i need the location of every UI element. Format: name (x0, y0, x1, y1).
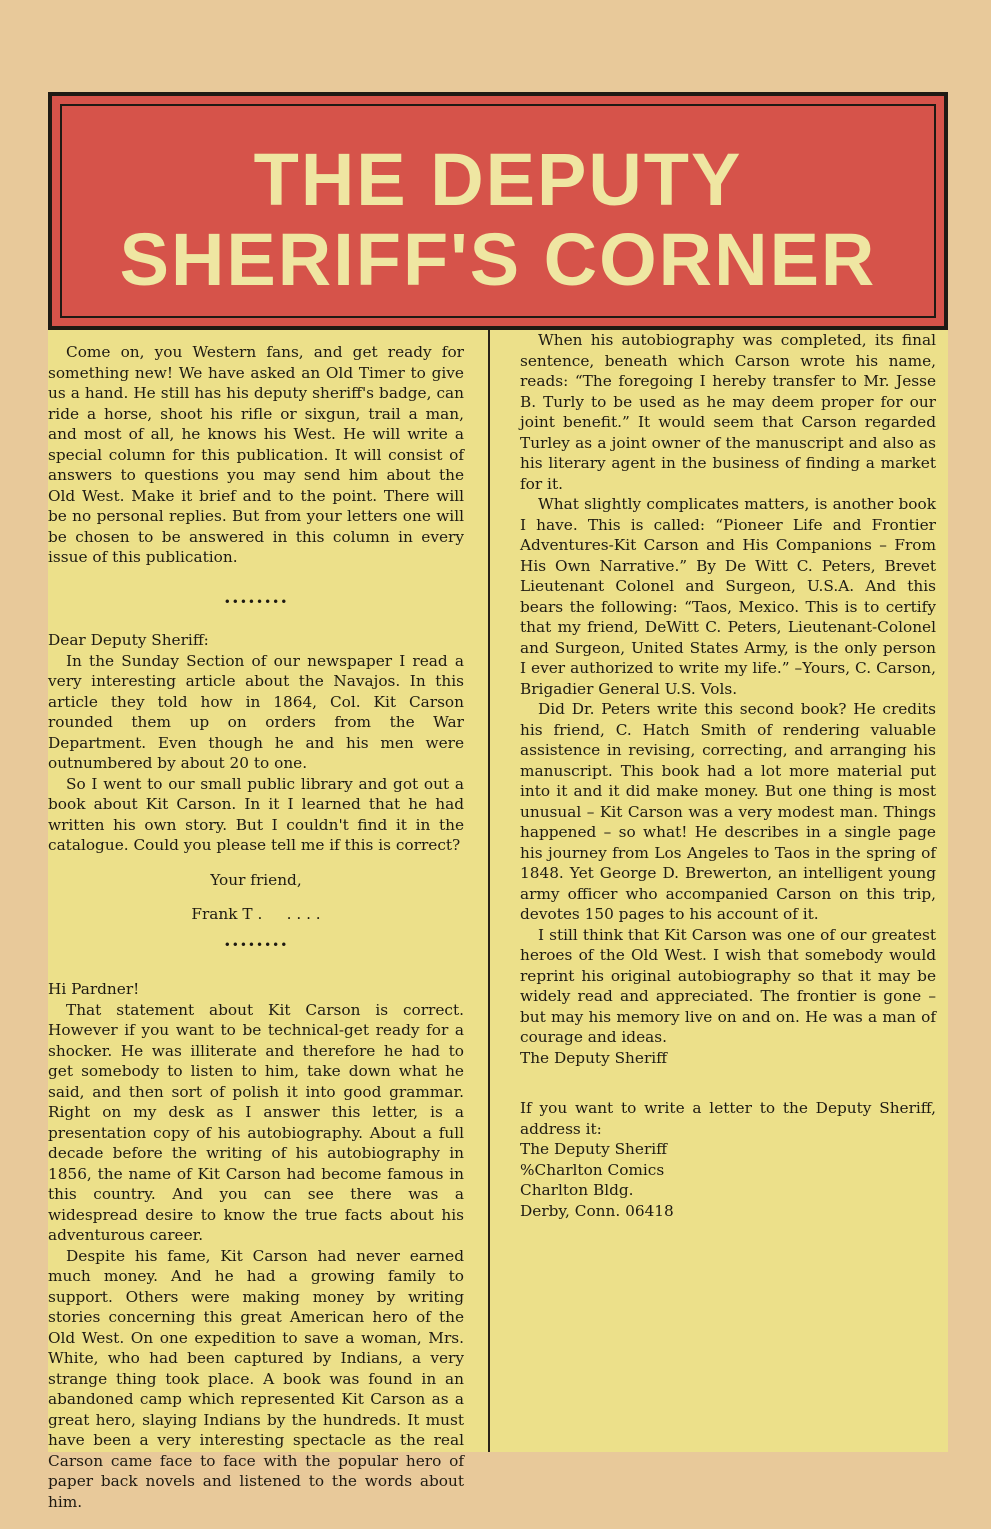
separator-1: •••••••• (223, 594, 289, 609)
address-line-4: Derby, Conn. 06418 (520, 1201, 674, 1220)
address-line-3: Charlton Bldg. (520, 1181, 634, 1199)
address-line-2: %Charlton Comics (520, 1160, 665, 1179)
address-intro: If you want to write a letter to the Deputy Sheriff, address it: (520, 1099, 936, 1138)
reply-paragraph-1: That statement about Kit Carson is correct. However if you want to be technical-get ready for a shocker. He was illiterate and therefore he had to get somebody to listen to him, take down what he said, and then sort of polish it into good grammar. Right on my desk as I answer this letter, is a presentation copy of his autobiography. About a full decade before the writing of his autobiography in 1856, the name of Kit Carson had become famous in this country. And you can see there was a widespread desire to know the true facts about his adventurous career. (48, 1000, 464, 1244)
left-column (48, 330, 490, 1511)
reply-signature: The Deputy Sheriff (520, 1048, 668, 1067)
address-line-1: The Deputy Sheriff (520, 1140, 668, 1158)
reply-paragraph-5: Did Dr. Peters write this second book? He credits his friend, C. Hatch Smith of rendering valuable assistence in revising, correcting, and arranging his manuscript. This book had a lot more material put into it and it did make money. But one thing is most unusual – Kit Carson was a very modest man. Things happened – so what! He describes in a single page his journey from Los Angeles to Taos in the spring of 1848. Yet George D. Brewerton, an intelligent young army officer who accompanied Carson on this trip, devotes 150 pages to his account of it. (520, 700, 936, 923)
reply-paragraph-3: When his autobiography was completed, its final sentence, beneath which Carson wrote his name, reads: “The foregoing I hereby transfer to Mr. Jesse B. Turly to be used as he may deem proper for our joint benefit.” It would seem that Carson regarded Turley as a joint owner of the manuscript and also as his literary agent in the business of finding a market for it. (520, 331, 936, 493)
reply-paragraph-4: What slightly complicates matters, is another book I have. This is called: “Pioneer Life and Frontier Adventures-Kit Carson and His Companions – From His Own Narrative.” By De Witt C. Peters, Brevet Lieutenant Colonel and Surgeon, U.S.A. And this bears the following: “Taos, Mexico. This is to certify that my friend, DeWitt C. Peters, Lieutenant-Colonel and Surgeon, United States Army, is the only person I ever authorized to write my life.” –Yours, C. Carson, Brigadier General U.S. Vols. (520, 495, 936, 698)
right-column (490, 330, 948, 1452)
reply-paragraph-6: I still think that Kit Carson was one of our greatest heroes of the Old West. I wish that somebody would reprint his original autobiography so that it may be widely read and appreciated. The frontier is gone – but may his memory live on and on. He was a man of courage and ideas. (520, 925, 936, 1046)
title-line-1: THE DEPUTY (253, 138, 743, 221)
letter-salutation: Dear Deputy Sheriff: (48, 631, 209, 649)
letter-signature: Frank T . . . . . (191, 905, 321, 923)
letter-closing: Your friend, (210, 870, 302, 889)
separator-2: •••••••• (223, 937, 289, 952)
title-banner (48, 92, 948, 330)
letter-paragraph-2: So I went to our small public library and got out a book about Kit Carson. In it I learned that he had written his own story. But I couldn't find it in the catalogue. Could you please tell me if this is correct? (48, 774, 464, 854)
title-line-2: SHERIFF'S CORNER (119, 218, 877, 301)
page-title (52, 140, 944, 300)
reply-salutation: Hi Pardner! (48, 980, 140, 998)
reply-paragraph-2: Despite his fame, Kit Carson had never earned much money. And he had a growing family to support. Others were making money by writing stories concerning this great American hero of the Old West. On one expedition to save a woman, Mrs. White, who had been captured by Indians, a very strange thing took place. A book was found in an abandoned camp which represented Kit Carson as a great hero, slaying Indians by the hundreds. It must have been a very interesting spectacle as the real Carson came face to face with the popular hero of paper back novels and listened to the words about him. (48, 1246, 464, 1511)
intro-paragraph: Come on, you Western fans, and get ready for something new! We have asked an Old Timer to give us a hand. He still has his deputy sheriff's badge, can ride a horse, shoot his rifle or sixgun, trail a man, and most of all, he knows his West. He will write a special column for this publication. It will consist of answers to questions you may send him about the Old West. Make it brief and to the point. There will be no personal replies. But from your letters one will be chosen to be answered in this column in every issue of this publication. (48, 343, 464, 566)
letter-paragraph-1: In the Sunday Section of our newspaper I read a very interesting article about the Navajos. In this article they told how in 1864, Col. Kit Carson rounded them up on orders from the War Department. Even though he and his men were outnumbered by about 20 to one. (48, 651, 464, 772)
